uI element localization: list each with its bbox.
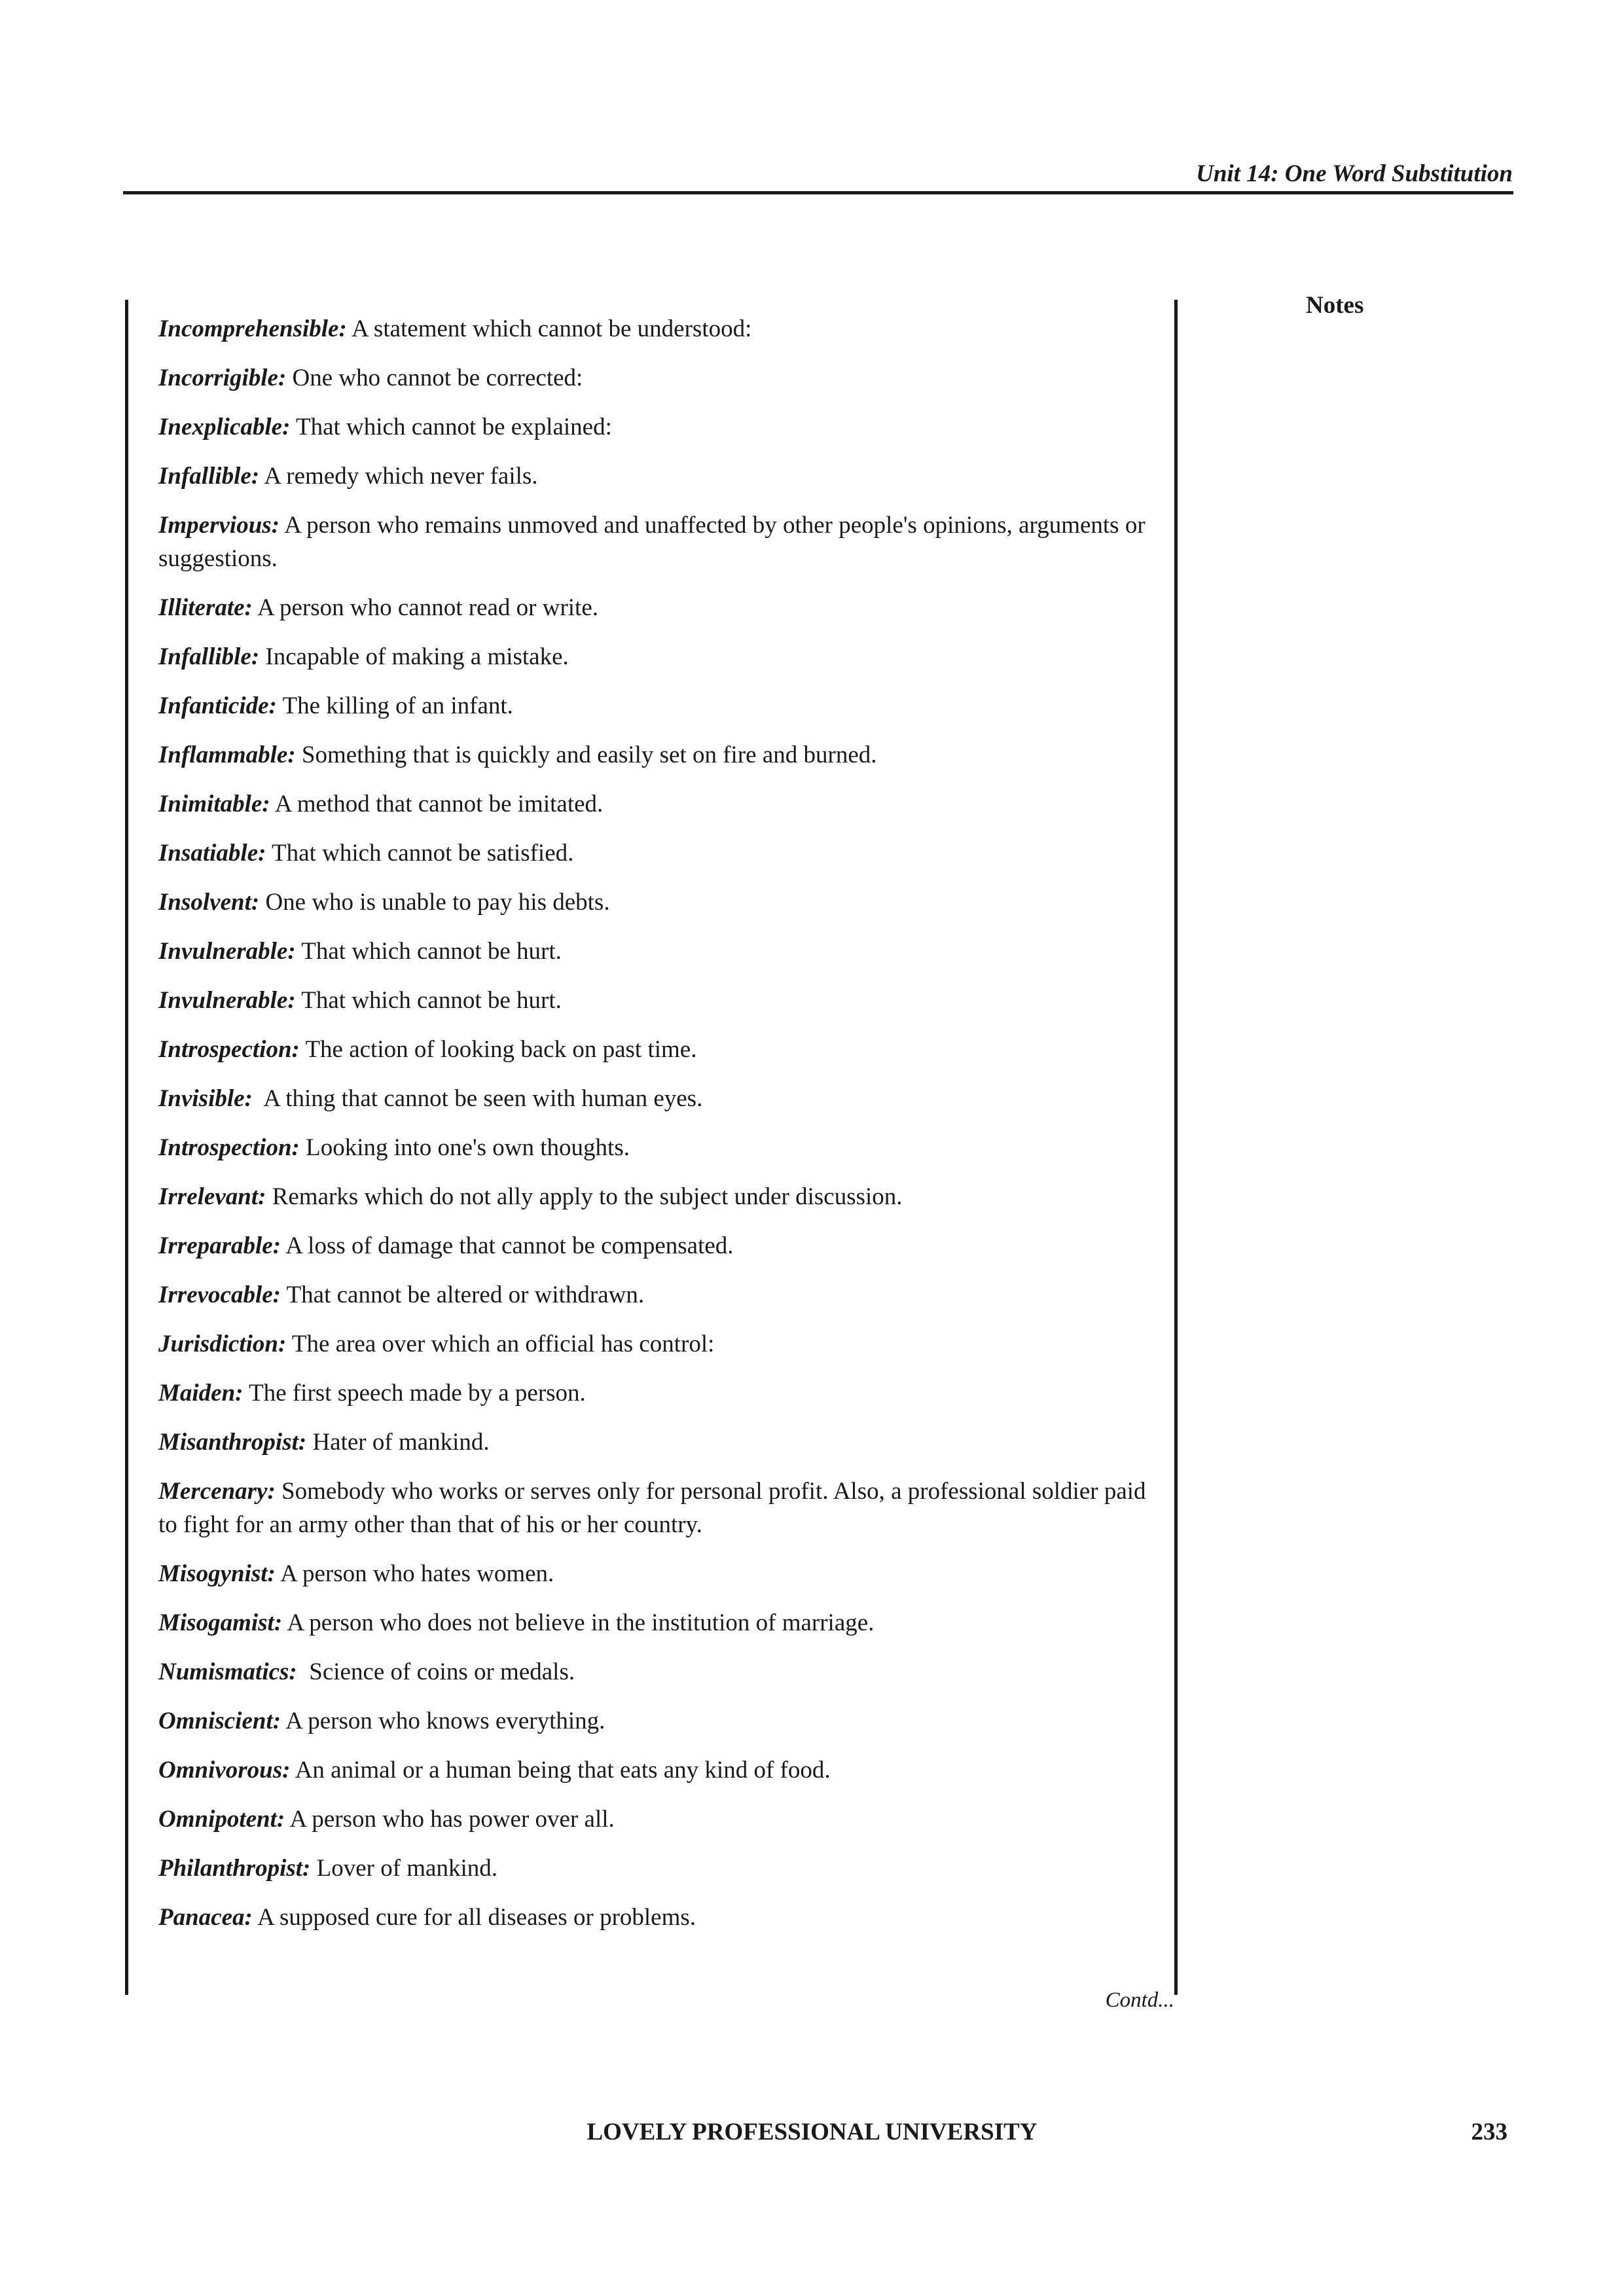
entry-definition: A statement which cannot be understood: xyxy=(346,315,752,342)
entry-term: Inexplicable: xyxy=(158,414,291,440)
list-item xyxy=(158,1426,1153,1459)
entry-definition: Somebody who works or serves only for personal profit. Also, a professional soldier paid to fight for an army other than that of his or her country. xyxy=(158,1478,1152,1538)
notes-label: Notes xyxy=(1306,292,1364,319)
list-item xyxy=(158,1852,1153,1885)
entry-term: Invisible: xyxy=(158,1085,253,1112)
entry-term: Numismatics: xyxy=(158,1659,297,1685)
entry-term: Mercenary: xyxy=(158,1478,276,1505)
entry-term: Panacea: xyxy=(158,1904,253,1931)
entry-definition: The first speech made by a person. xyxy=(243,1380,586,1407)
entry-definition: A person who cannot read or write. xyxy=(252,594,599,621)
entry-term: Impervious: xyxy=(158,512,280,539)
entry-definition: That which cannot be explained: xyxy=(290,414,612,440)
list-item xyxy=(158,1901,1153,1934)
page-number: 233 xyxy=(1471,2119,1507,2145)
list-item xyxy=(158,1753,1153,1787)
header-rule xyxy=(123,191,1513,194)
entry-definition: A person who does not believe in the institution of marriage. xyxy=(282,1609,875,1636)
entry-definition: The killing of an infant. xyxy=(276,692,513,719)
entry-term: Introspection: xyxy=(158,1036,300,1063)
list-item xyxy=(158,738,1153,772)
entry-definition: A loss of damage that cannot be compensated. xyxy=(281,1232,734,1259)
entry-term: Infallible: xyxy=(158,463,260,490)
entry-definition: A person who has power over all. xyxy=(285,1806,615,1833)
entry-term: Insatiable: xyxy=(158,840,266,867)
list-item xyxy=(158,361,1153,395)
entry-term: Inflammable: xyxy=(158,742,296,768)
running-header: Unit 14: One Word Substitution xyxy=(1196,160,1513,187)
list-item xyxy=(158,1082,1153,1115)
list-item xyxy=(158,591,1153,624)
list-item xyxy=(158,1180,1153,1213)
right-margin-bar xyxy=(1174,300,1178,1995)
entry-definition: Incapable of making a mistake. xyxy=(259,643,569,670)
entry-term: Maiden: xyxy=(158,1380,244,1407)
entry-term: Omnipotent: xyxy=(158,1806,285,1833)
entry-definition: One who cannot be corrected: xyxy=(286,365,583,391)
list-item xyxy=(158,312,1153,346)
entry-definition: An animal or a human being that eats any kind of food. xyxy=(290,1757,831,1784)
list-item xyxy=(158,689,1153,723)
list-item xyxy=(158,1557,1153,1590)
entry-definition: A remedy which never fails. xyxy=(259,463,538,490)
entry-definition: One who is unable to pay his debts. xyxy=(259,889,610,916)
entry-definition: Something that is quickly and easily set on fire and burned. xyxy=(295,742,877,768)
footer-university: LOVELY PROFESSIONAL UNIVERSITY xyxy=(586,2119,1038,2145)
entry-term: Incomprehensible: xyxy=(158,315,347,342)
entry-definition: Remarks which do not ally apply to the subject under discussion. xyxy=(266,1183,903,1210)
entry-definition: Science of coins or medals. xyxy=(297,1659,575,1685)
entry-term: Infallible: xyxy=(158,643,260,670)
entry-term: Misanthropist: xyxy=(158,1429,307,1456)
entry-term: Philanthropist: xyxy=(158,1855,311,1882)
entry-term: Jurisdiction: xyxy=(158,1331,287,1357)
entry-term: Invulnerable: xyxy=(158,938,296,965)
list-item xyxy=(158,787,1153,821)
entry-term: Inimitable: xyxy=(158,791,270,817)
list-item xyxy=(158,1606,1153,1640)
entry-definition: A thing that cannot be seen with human eyes. xyxy=(252,1085,703,1112)
entry-definition: Lover of mankind. xyxy=(310,1855,498,1882)
list-item xyxy=(158,640,1153,673)
entry-term: Introspection: xyxy=(158,1134,300,1161)
entry-definition: Looking into one's own thoughts. xyxy=(299,1134,630,1161)
list-item xyxy=(158,1327,1153,1361)
entry-term: Incorrigible: xyxy=(158,365,287,391)
list-item xyxy=(158,1655,1153,1689)
list-item xyxy=(158,984,1153,1017)
entry-definition: The action of looking back on past time. xyxy=(299,1036,697,1063)
list-item xyxy=(158,1278,1153,1312)
entry-definition: A method that cannot be imitated. xyxy=(270,791,604,817)
list-item xyxy=(158,459,1153,493)
entry-term: Irreparable: xyxy=(158,1232,281,1259)
entry-definition: The area over which an official has control: xyxy=(286,1331,715,1357)
entry-term: Illiterate: xyxy=(158,594,253,621)
entry-term: Invulnerable: xyxy=(158,987,296,1014)
entry-term: Omnivorous: xyxy=(158,1757,291,1784)
list-item xyxy=(158,410,1153,444)
entry-definition: Hater of mankind. xyxy=(306,1429,490,1456)
list-item xyxy=(158,1704,1153,1738)
continued-label: Contd... xyxy=(1105,1988,1174,2012)
list-item xyxy=(158,509,1153,575)
list-item xyxy=(158,1475,1153,1541)
entry-term: Misogynist: xyxy=(158,1560,276,1587)
entry-definition: That which cannot be satisfied. xyxy=(266,840,574,867)
list-item xyxy=(158,1376,1153,1410)
left-margin-bar xyxy=(125,300,128,1995)
entry-definition: That which cannot be hurt. xyxy=(295,938,562,965)
entry-definition: That cannot be altered or withdrawn. xyxy=(281,1282,645,1308)
list-item xyxy=(158,935,1153,968)
entry-definition: A person who remains unmoved and unaffected by other people's opinions, arguments or suggestions. xyxy=(158,512,1151,572)
entry-definition: A supposed cure for all diseases or problems. xyxy=(252,1904,696,1931)
list-item xyxy=(158,1033,1153,1066)
entry-term: Infanticide: xyxy=(158,692,277,719)
entry-term: Irrevocable: xyxy=(158,1282,281,1308)
entry-term: Irrelevant: xyxy=(158,1183,266,1210)
entry-term: Insolvent: xyxy=(158,889,260,916)
entry-term: Omniscient: xyxy=(158,1708,281,1734)
entry-definition: A person who knows everything. xyxy=(281,1708,605,1734)
list-item xyxy=(158,1803,1153,1836)
entry-definition: A person who hates women. xyxy=(275,1560,554,1587)
list-item xyxy=(158,886,1153,919)
entry-definition: That which cannot be hurt. xyxy=(295,987,562,1014)
word-list xyxy=(158,312,1153,1950)
list-item xyxy=(158,1229,1153,1263)
list-item xyxy=(158,1131,1153,1164)
list-item xyxy=(158,836,1153,870)
entry-term: Misogamist: xyxy=(158,1609,283,1636)
